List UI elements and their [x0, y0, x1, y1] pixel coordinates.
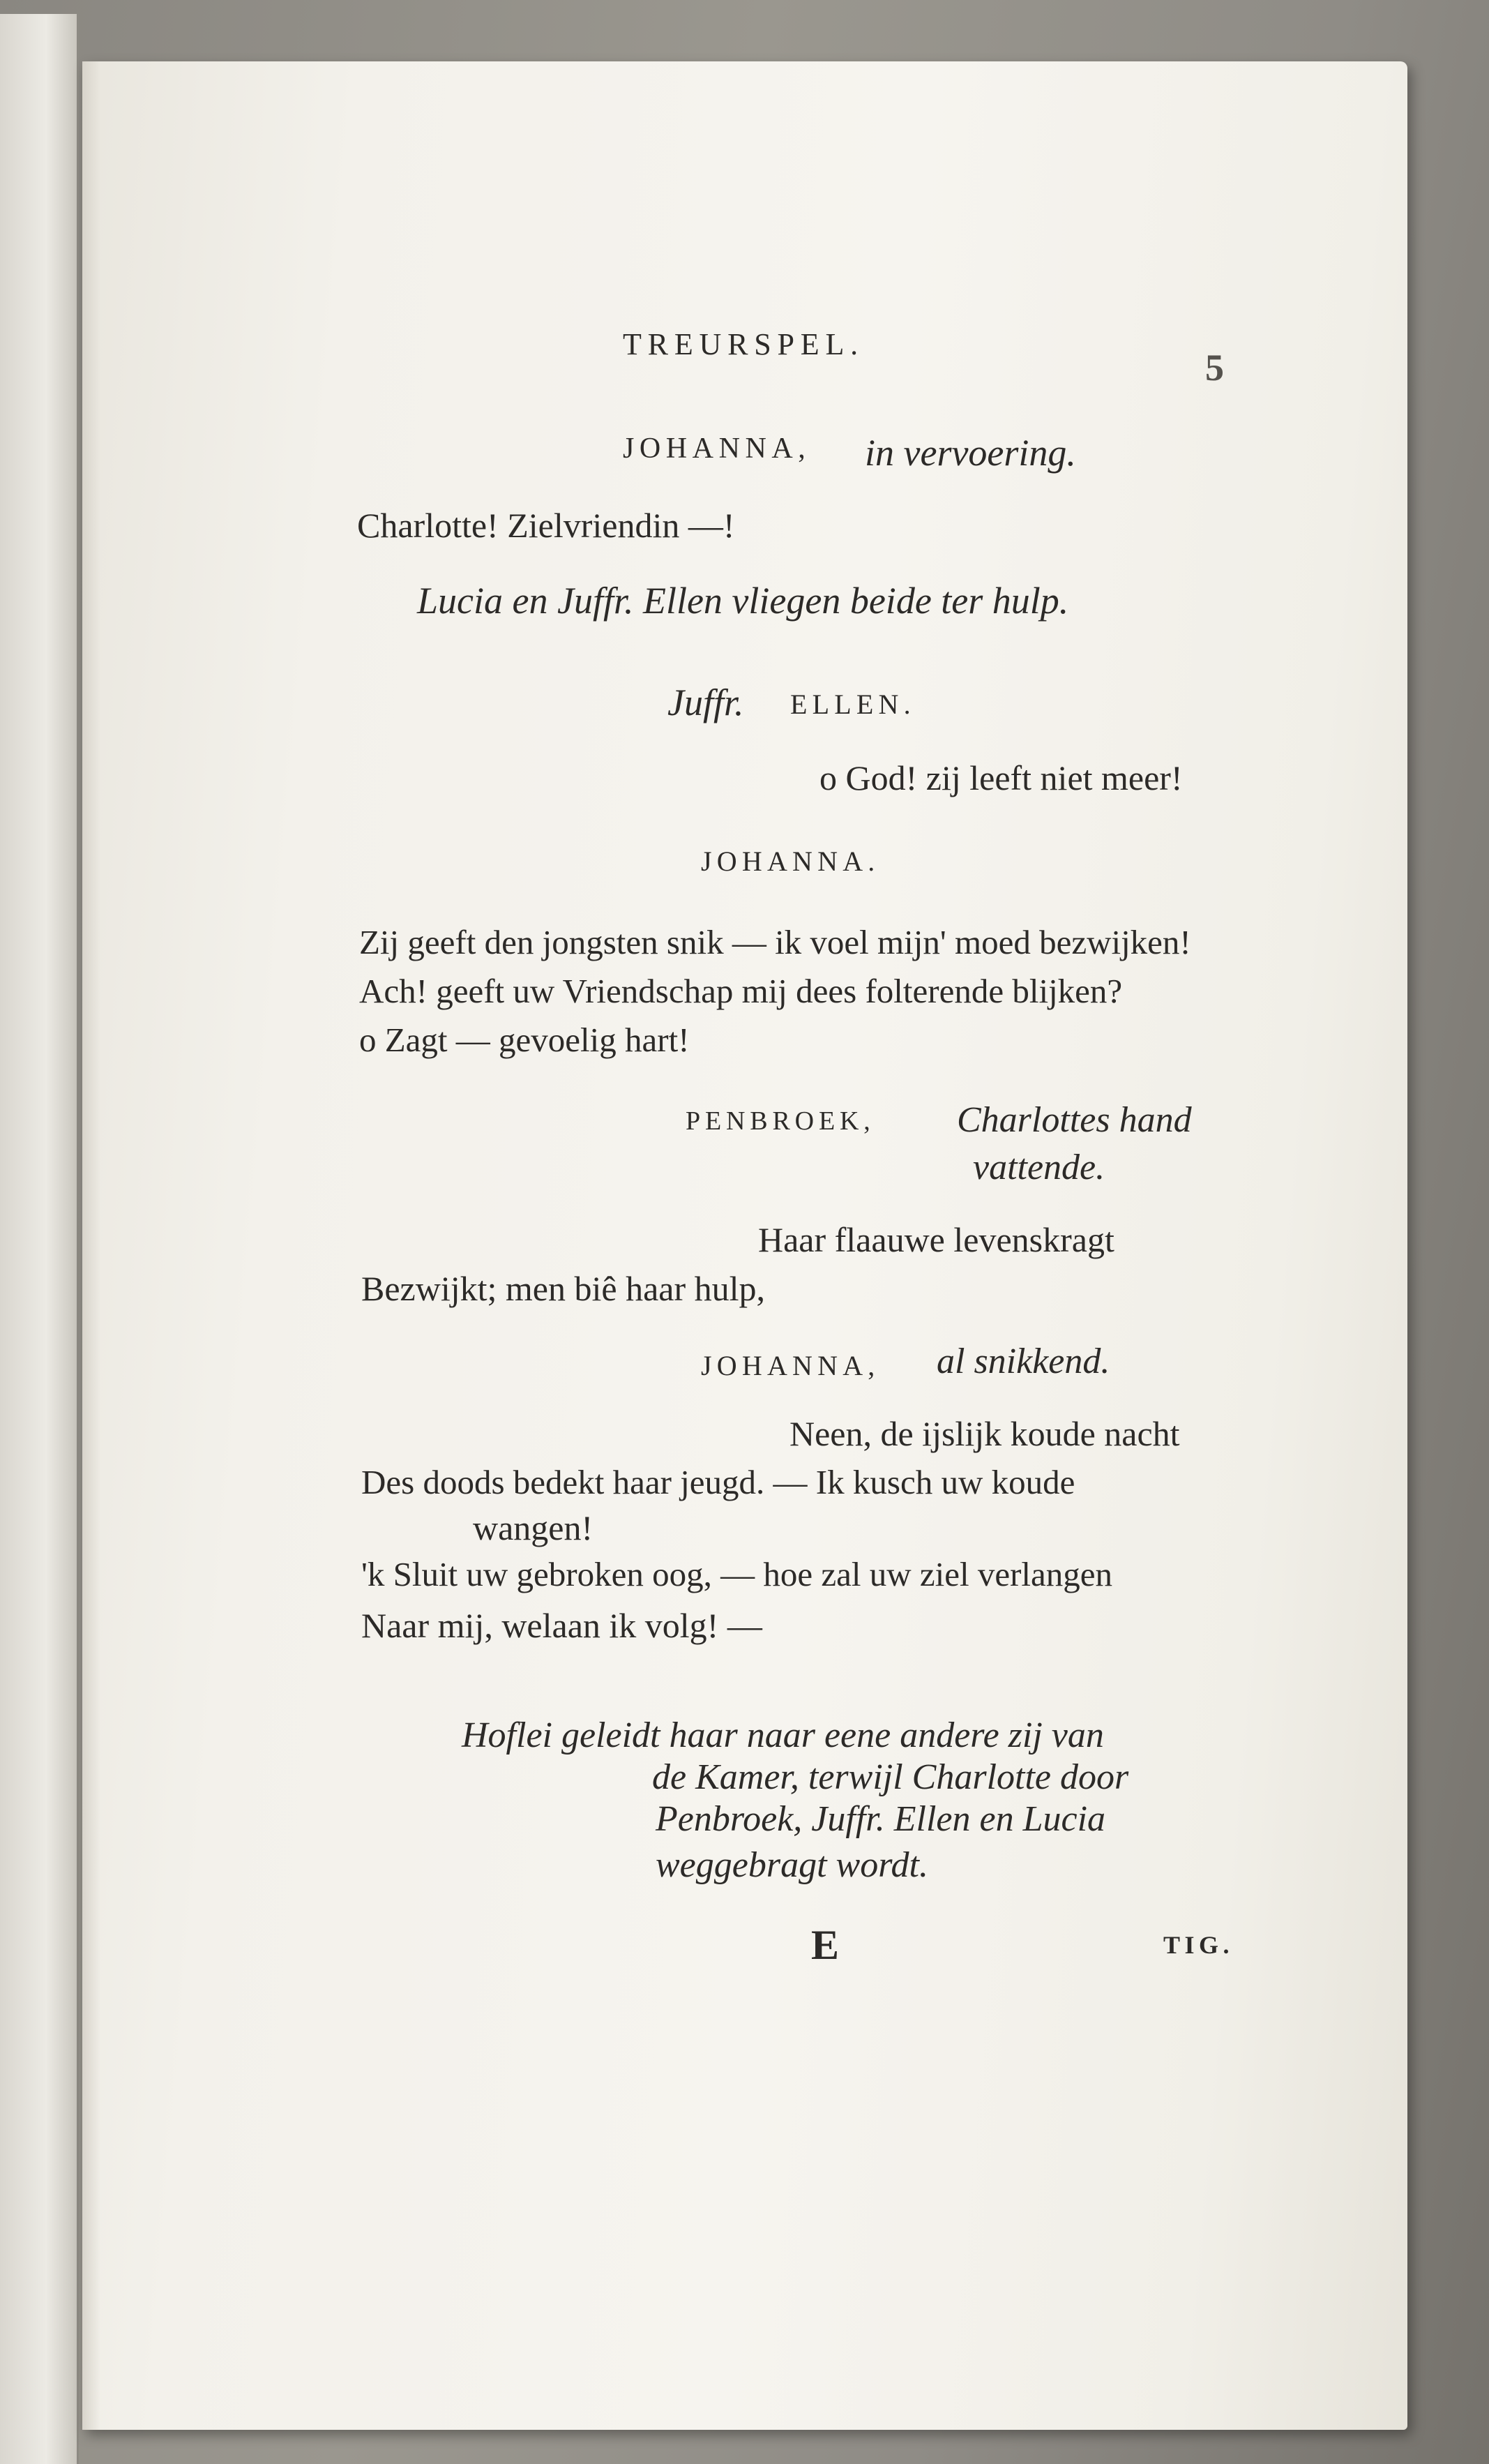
verse-line: Neen, de ijslijk koude nacht [789, 1414, 1180, 1453]
stage-direction: Penbroek, Juffr. Ellen en Lucia [656, 1799, 1106, 1839]
verse-line: Zij geeft den jongsten snik — ik voel mijn' moed bezwijken! [359, 923, 1191, 961]
verse-line: Des doods bedekt haar jeugd. — Ik kusch uw koude [361, 1463, 1075, 1501]
stage-direction: Charlottes hand [957, 1100, 1192, 1140]
stage-direction: vattende. [973, 1148, 1105, 1187]
speaker-johanna: JOHANNA. [701, 846, 880, 877]
running-title: TREURSPEL. [623, 327, 864, 361]
speaker-johanna: JOHANNA, [701, 1350, 880, 1381]
page-gutter-shadow [82, 61, 100, 2430]
facing-page-edge [0, 14, 79, 2464]
verse-line: Charlotte! Zielvriendin —! [357, 506, 735, 545]
book-page [82, 61, 1407, 2430]
verse-line: o God! zij leeft niet meer! [819, 758, 1183, 797]
stage-direction: weggebragt wordt. [656, 1845, 928, 1885]
verse-line: Naar mij, welaan ik volg! — [361, 1606, 762, 1645]
verse-line: o Zagt — gevoelig hart! [359, 1021, 690, 1059]
signature-mark: E [811, 1922, 840, 1968]
speaker-johanna: JOHANNA, [623, 433, 811, 465]
speaker-ellen: ELLEN. [790, 689, 916, 720]
stage-direction: Hoflei geleidt haar naar eene andere zij van [462, 1715, 1104, 1755]
stage-direction: de Kamer, terwijl Charlotte door [652, 1757, 1129, 1797]
stage-direction: al snikkend. [937, 1342, 1110, 1381]
verse-line: Bezwijkt; men biê haar hulp, [361, 1269, 766, 1308]
verse-line: wangen! [473, 1508, 594, 1547]
stage-direction: in vervoering. [865, 432, 1076, 474]
verse-line: Haar flaauwe levenskragt [758, 1220, 1114, 1259]
speaker-ellen-title: Juffr. [667, 682, 744, 723]
catchword: TIG. [1163, 1931, 1234, 1959]
page-number: 5 [1205, 347, 1224, 389]
speaker-penbroek: PENBROEK, [686, 1106, 875, 1136]
verse-line: Ach! geeft uw Vriendschap mij dees folterende blijken? [359, 972, 1123, 1010]
verse-line: 'k Sluit uw gebroken oog, — hoe zal uw ziel verlangen [361, 1555, 1113, 1593]
stage-direction: Lucia en Juffr. Ellen vliegen beide ter hulp. [417, 580, 1069, 622]
